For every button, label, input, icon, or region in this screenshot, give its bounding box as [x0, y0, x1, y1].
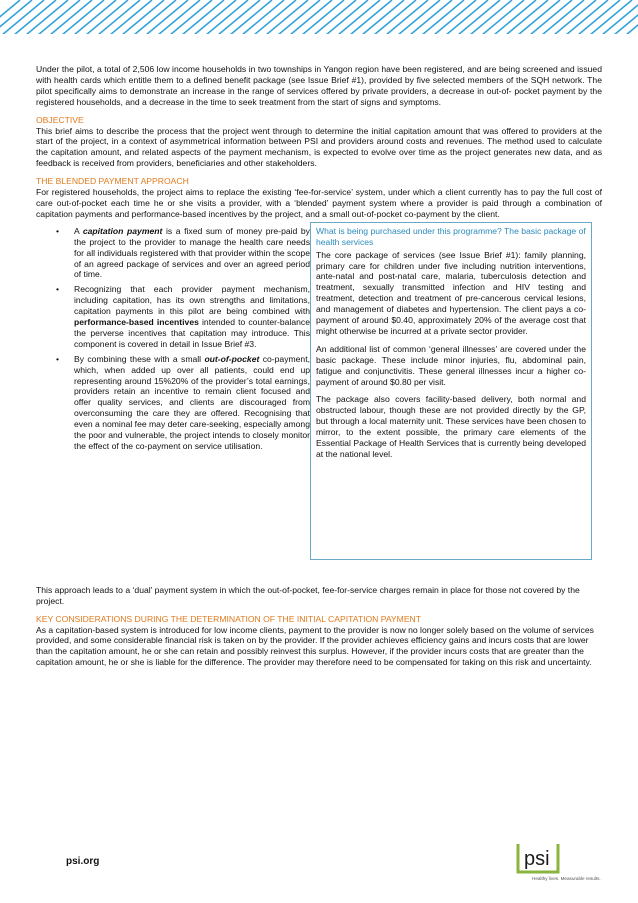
objective-heading: OBJECTIVE	[36, 114, 84, 125]
bullet-emphasis: out-of-pocket	[204, 353, 260, 364]
bullet-icon: •	[56, 353, 60, 364]
bullet-text: By combining these with a small	[74, 353, 205, 364]
bullet-performance	[52, 284, 310, 349]
bullet-text: Recognizing that each provider payment mechanism, including capitation, has its own strengths and limitations, capitation payments in this pilot are being combined with	[74, 284, 310, 317]
blended-heading: THE BLENDED PAYMENT APPROACH	[36, 176, 189, 187]
objective-paragraph: This brief aims to describe the process that the project went through to determine the initial capitation amount that was offered to providers at the start of the project, in a context of asymmetrical information between PSI and providers around costs and revenues. The method used to calculate the capitation amount, and related aspects of the payment mechanism, is expected to evolve over time as the project generates new data, and as feedback is received from providers, beneficiaries and other stakeholders.	[36, 125, 602, 169]
callout-title: What is being purchased under this programme? The basic package of health services	[316, 225, 586, 247]
header-stripes	[0, 0, 638, 50]
callout-paragraph: The core package of services (see Issue Brief #1): family planning, primary care for children under five including nutrition interventions, ante-natal and post-natal care, malaria, tuberculosis detection and treatment, sexually transmitted infection and HIV testing and treatment, detection and treatment of pre-cancerous cervical lesions, and management of diabetes and hypertension. The client pays a co-payment of around $0.40, approximately 20% of the average cost that might otherwise be incurred at a private sector provider.	[316, 249, 586, 336]
dual-paragraph: This approach leads to a ‘dual’ payment system in which the out-of-pocket, fee-for-service charges remain in place for those not covered by the project.	[36, 584, 580, 606]
bullet-emphasis: performance-based incentives	[74, 317, 199, 328]
footer-link[interactable]: psi.org	[66, 856, 100, 867]
callout-paragraph: The package also covers facility-based delivery, both normal and obstructed labour, though these are not provided directly by the GP, but through a local maternity unit. These services have been chosen to mirror, to the extent possible, the primary care elements of the Essential Package of Health Services that is currently being developed at the national level.	[316, 394, 586, 459]
bullet-copayment	[52, 354, 310, 452]
bullet-text: intended to counter-balance the perverse incentives that capitation may introduce. This component is covered in detail in Issue Brief #3.	[74, 317, 310, 349]
bullet-text: is a fixed sum of money pre-paid by the project to the provider to manage the health care needs for all individuals registered with that provider within the scope of an agreed package of services and over an agreed period of time.	[74, 225, 310, 280]
psi-logo	[514, 838, 564, 878]
header-stripes-graphic	[0, 0, 638, 50]
bullet-text: A	[74, 225, 83, 236]
psi-logo-graphic	[514, 838, 564, 878]
bullet-text: co-payment, which, when added up over all patients, could end up representing around 15%20% of the provider’s total earnings, providers retain an incentive to remain client focused and offer quality services, and clients are discouraged from overconsuming the care they are offered. Recognising that even a nominal fee may deter care-seeking, especially among the poor and vulnerable, the project intends to closely monitor the effect of the co-payment on service utilisation.	[74, 353, 310, 451]
two-column-section	[36, 222, 602, 580]
key-considerations-paragraph: As a capitation-based system is introduced for low income clients, payment to the provider is now no longer solely based on the volume of services provided, and some considerable financial risk is taken on by the provider. If the provider achieves efficiency gains and incurs costs that are lower than the capitation amount, he or she can retain and possibly reinvest this surplus. However, if the provider incurs costs that are greater than the capitation amount, he or she is liable for the difference. The provider may therefore need to be compensated for taking on this risk and uncertainty.	[36, 624, 594, 668]
bullet-icon: •	[56, 284, 60, 295]
logo-tagline: Healthy lives. Measurable results.	[532, 876, 601, 881]
key-considerations-heading: KEY CONSIDERATIONS DURING THE DETERMINATION OF THE INITIAL CAPITATION PAYMENT	[36, 613, 422, 624]
document-body	[36, 64, 602, 675]
services-callout-box	[310, 222, 592, 560]
callout-paragraph: An additional list of common ‘general illnesses’ are covered under the basic package. These include minor injuries, flu, abdominal pain, fatigue and conjunctivitis. These general illnesses incur a higher co-payment of around $0.80 per visit.	[316, 343, 586, 387]
blended-paragraph: For registered households, the project aims to replace the existing ‘fee-for-service’ system, under which a client currently has to pay the full cost of care out-of-pocket each time he or she visits a provider, with a ‘blended’ payment system where a provider is paid through a combination of capitation payments and performance-based incentives by the project, and a small out-of-pocket co-payment by the client.	[36, 187, 602, 219]
intro-paragraph: Under the pilot, a total of 2,506 low income households in two townships in Yangon region have been registered, and are being screened and issued with health cards which entitle them to a defined benefit package (see Issue Brief #1), provided by five selected members of the SQH network. The pilot specifically aims to demonstrate an increase in the range of services offered by private providers, a decrease in out-of- pocket payment by the registered households, and a decrease in the time to seek treatment from the start of signs and symptoms.	[36, 64, 602, 107]
bullet-emphasis: capitation payment	[82, 225, 163, 236]
bullet-list	[52, 226, 310, 456]
bullet-capitation	[52, 226, 310, 281]
logo-text: psi	[524, 848, 550, 870]
bullet-icon: •	[56, 225, 60, 236]
